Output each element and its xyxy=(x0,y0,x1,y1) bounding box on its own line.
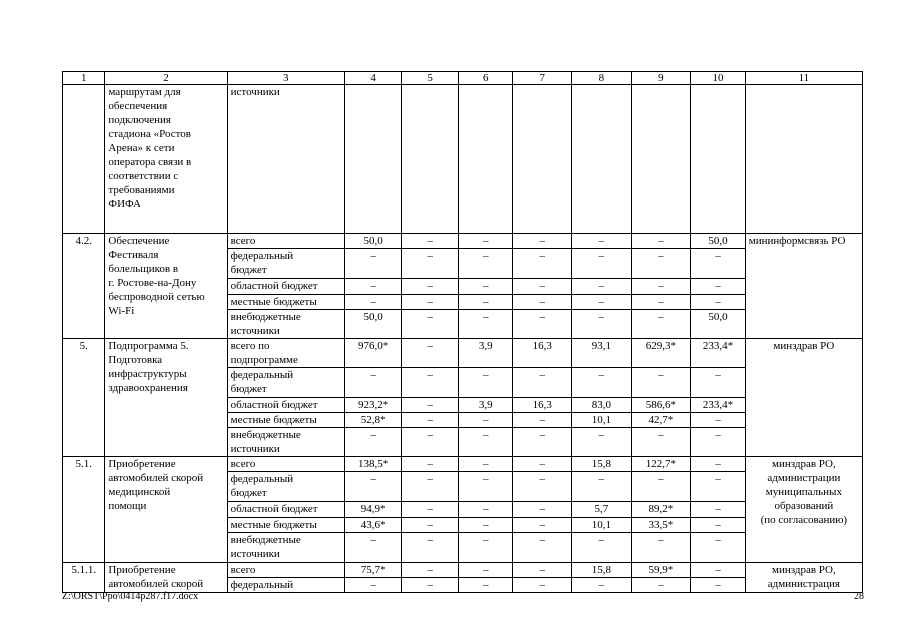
header-cell: 5 xyxy=(402,72,459,85)
header-cell: 3 xyxy=(227,72,344,85)
value-cell: – xyxy=(513,295,572,310)
source-cell: местные бюджеты xyxy=(227,413,344,428)
source-cell: внебюджетные источники xyxy=(227,533,344,563)
value-cell xyxy=(691,85,746,234)
value-cell xyxy=(344,85,402,234)
value-cell: – xyxy=(458,310,513,339)
value-cell: – xyxy=(691,533,746,563)
value-cell: – xyxy=(572,279,632,295)
value-cell: – xyxy=(691,457,746,472)
header-cell: 11 xyxy=(745,72,862,85)
source-cell: федеральный xyxy=(227,578,344,593)
source-cell: всего xyxy=(227,563,344,578)
value-cell: – xyxy=(631,249,691,279)
value-cell: 93,1 xyxy=(572,339,632,368)
value-cell: – xyxy=(458,279,513,295)
header-row xyxy=(63,72,863,85)
value-cell: 42,7* xyxy=(631,413,691,428)
value-cell: 50,0 xyxy=(344,234,402,249)
source-cell: всего xyxy=(227,234,344,249)
value-cell: – xyxy=(402,533,459,563)
value-cell: – xyxy=(458,457,513,472)
value-cell: – xyxy=(402,502,459,518)
value-cell: – xyxy=(344,368,402,398)
value-cell: – xyxy=(572,249,632,279)
source-cell: всего по подпрограмме xyxy=(227,339,344,368)
executor-cell: мининформсвязь РО xyxy=(745,234,862,339)
header-cell: 6 xyxy=(458,72,513,85)
source-cell: областной бюджет xyxy=(227,398,344,413)
value-cell: 586,6* xyxy=(631,398,691,413)
value-cell: – xyxy=(631,279,691,295)
value-cell: 138,5* xyxy=(344,457,402,472)
value-cell: 94,9* xyxy=(344,502,402,518)
value-cell: – xyxy=(402,457,459,472)
event-name-cell: Приобретение автомобилей скорой xyxy=(105,563,227,593)
value-cell: – xyxy=(344,578,402,593)
value-cell: 16,3 xyxy=(513,398,572,413)
value-cell: – xyxy=(572,428,632,457)
value-cell: – xyxy=(402,234,459,249)
event-name-cell: Подпрограмма 5. Подготовка инфраструктуры здравоохранения xyxy=(105,339,227,457)
value-cell: – xyxy=(458,428,513,457)
value-cell: 59,9* xyxy=(631,563,691,578)
value-cell: 83,0 xyxy=(572,398,632,413)
source-cell: федеральный бюджет xyxy=(227,249,344,279)
value-cell: 15,8 xyxy=(572,457,632,472)
value-cell: 233,4* xyxy=(691,398,746,413)
value-cell: – xyxy=(691,368,746,398)
value-cell: 75,7* xyxy=(344,563,402,578)
value-cell: 10,1 xyxy=(572,518,632,533)
header-cell: 2 xyxy=(105,72,227,85)
value-cell: – xyxy=(402,578,459,593)
value-cell: 3,9 xyxy=(458,398,513,413)
source-cell: местные бюджеты xyxy=(227,295,344,310)
value-cell: – xyxy=(513,368,572,398)
table-row xyxy=(63,85,863,234)
value-cell: – xyxy=(402,249,459,279)
value-cell: – xyxy=(402,518,459,533)
value-cell: – xyxy=(402,413,459,428)
source-cell: федеральный бюджет xyxy=(227,368,344,398)
value-cell: – xyxy=(458,368,513,398)
row-number-cell xyxy=(63,85,105,234)
value-cell: – xyxy=(691,249,746,279)
value-cell: 5,7 xyxy=(572,502,632,518)
value-cell: – xyxy=(402,472,459,502)
value-cell: – xyxy=(458,249,513,279)
executor-cell: минздрав РО, администрации муниципальных образований (по согласованию) xyxy=(745,457,862,563)
value-cell: – xyxy=(691,578,746,593)
row-number-cell: 5.1. xyxy=(63,457,105,563)
value-cell: – xyxy=(513,502,572,518)
value-cell: 50,0 xyxy=(344,310,402,339)
value-cell: 16,3 xyxy=(513,339,572,368)
value-cell xyxy=(572,85,632,234)
value-cell: 52,8* xyxy=(344,413,402,428)
value-cell: – xyxy=(631,578,691,593)
value-cell: – xyxy=(691,518,746,533)
value-cell: 33,5* xyxy=(631,518,691,533)
value-cell: – xyxy=(631,533,691,563)
source-cell: областной бюджет xyxy=(227,279,344,295)
value-cell: – xyxy=(691,472,746,502)
value-cell: – xyxy=(402,339,459,368)
source-cell: областной бюджет xyxy=(227,502,344,518)
value-cell: – xyxy=(344,295,402,310)
value-cell: – xyxy=(458,502,513,518)
value-cell: – xyxy=(513,413,572,428)
value-cell: – xyxy=(344,279,402,295)
value-cell: – xyxy=(402,368,459,398)
value-cell: – xyxy=(513,249,572,279)
value-cell: – xyxy=(513,279,572,295)
value-cell: – xyxy=(691,279,746,295)
header-cell: 10 xyxy=(691,72,746,85)
source-cell: федеральный бюджет xyxy=(227,472,344,502)
event-name-cell: Обеспечение Фестиваля болельщиков в г. Ростове-на-Дону беспроводной сетью Wi-Fi xyxy=(105,234,227,339)
source-cell: внебюджетные источники xyxy=(227,310,344,339)
value-cell: – xyxy=(572,368,632,398)
source-cell: местные бюджеты xyxy=(227,518,344,533)
value-cell: – xyxy=(631,428,691,457)
header-cell: 1 xyxy=(63,72,105,85)
value-cell: – xyxy=(402,279,459,295)
value-cell: – xyxy=(691,295,746,310)
header-cell: 7 xyxy=(513,72,572,85)
value-cell: – xyxy=(458,533,513,563)
value-cell: – xyxy=(458,518,513,533)
value-cell: – xyxy=(513,234,572,249)
value-cell: 10,1 xyxy=(572,413,632,428)
value-cell: – xyxy=(458,563,513,578)
value-cell: 15,8 xyxy=(572,563,632,578)
value-cell: – xyxy=(631,310,691,339)
value-cell: – xyxy=(691,502,746,518)
value-cell: – xyxy=(402,295,459,310)
value-cell: 976,0* xyxy=(344,339,402,368)
event-name-cell: Приобретение автомобилей скорой медицинской помощи xyxy=(105,457,227,563)
value-cell: – xyxy=(402,428,459,457)
value-cell: – xyxy=(513,310,572,339)
value-cell: 89,2* xyxy=(631,502,691,518)
value-cell: – xyxy=(402,563,459,578)
budget-table xyxy=(62,71,863,593)
value-cell: – xyxy=(631,472,691,502)
table-row xyxy=(63,234,863,249)
value-cell: 3,9 xyxy=(458,339,513,368)
value-cell: – xyxy=(344,533,402,563)
value-cell: – xyxy=(572,310,632,339)
value-cell: – xyxy=(572,578,632,593)
page-number: 28 xyxy=(854,591,864,602)
value-cell: – xyxy=(402,310,459,339)
value-cell: – xyxy=(513,578,572,593)
value-cell: – xyxy=(458,295,513,310)
table-row xyxy=(63,563,863,578)
executor-cell xyxy=(745,85,862,234)
value-cell: – xyxy=(572,472,632,502)
value-cell: – xyxy=(344,472,402,502)
header-cell: 4 xyxy=(344,72,402,85)
value-cell: – xyxy=(513,457,572,472)
row-number-cell: 5. xyxy=(63,339,105,457)
value-cell: – xyxy=(344,249,402,279)
value-cell: – xyxy=(458,234,513,249)
value-cell: – xyxy=(458,413,513,428)
value-cell: – xyxy=(572,295,632,310)
value-cell: – xyxy=(691,413,746,428)
value-cell: – xyxy=(344,428,402,457)
value-cell: – xyxy=(631,295,691,310)
value-cell: – xyxy=(513,472,572,502)
value-cell xyxy=(513,85,572,234)
source-cell: внебюджетные источники xyxy=(227,428,344,457)
value-cell: – xyxy=(513,518,572,533)
value-cell xyxy=(458,85,513,234)
value-cell: – xyxy=(631,368,691,398)
row-number-cell: 5.1.1. xyxy=(63,563,105,593)
value-cell: 122,7* xyxy=(631,457,691,472)
value-cell: – xyxy=(691,428,746,457)
value-cell: – xyxy=(572,234,632,249)
value-cell: 923,2* xyxy=(344,398,402,413)
source-cell: всего xyxy=(227,457,344,472)
value-cell: 43,6* xyxy=(344,518,402,533)
value-cell: – xyxy=(631,234,691,249)
row-number-cell: 4.2. xyxy=(63,234,105,339)
header-cell: 8 xyxy=(572,72,632,85)
value-cell: – xyxy=(691,563,746,578)
value-cell: 50,0 xyxy=(691,234,746,249)
value-cell: 233,4* xyxy=(691,339,746,368)
event-name-cell: маршрутам для обеспечения подключения стадиона «Ростов Арена» к сети оператора связи в соответствии с требованиями ФИФА xyxy=(105,85,227,234)
table-row xyxy=(63,457,863,472)
value-cell: – xyxy=(513,563,572,578)
value-cell: 50,0 xyxy=(691,310,746,339)
value-cell: – xyxy=(513,428,572,457)
value-cell: – xyxy=(458,472,513,502)
header-cell: 9 xyxy=(631,72,691,85)
table-row xyxy=(63,339,863,368)
file-path: Z:\ORST\Ppo\0414p287.f17.docx xyxy=(62,591,199,602)
source-cell: источники xyxy=(227,85,344,234)
executor-cell: минздрав РО, администрация xyxy=(745,563,862,593)
value-cell: – xyxy=(513,533,572,563)
value-cell: 629,3* xyxy=(631,339,691,368)
value-cell xyxy=(402,85,459,234)
value-cell: – xyxy=(458,578,513,593)
value-cell xyxy=(631,85,691,234)
value-cell: – xyxy=(572,533,632,563)
executor-cell: минздрав РО xyxy=(745,339,862,457)
value-cell: – xyxy=(402,398,459,413)
